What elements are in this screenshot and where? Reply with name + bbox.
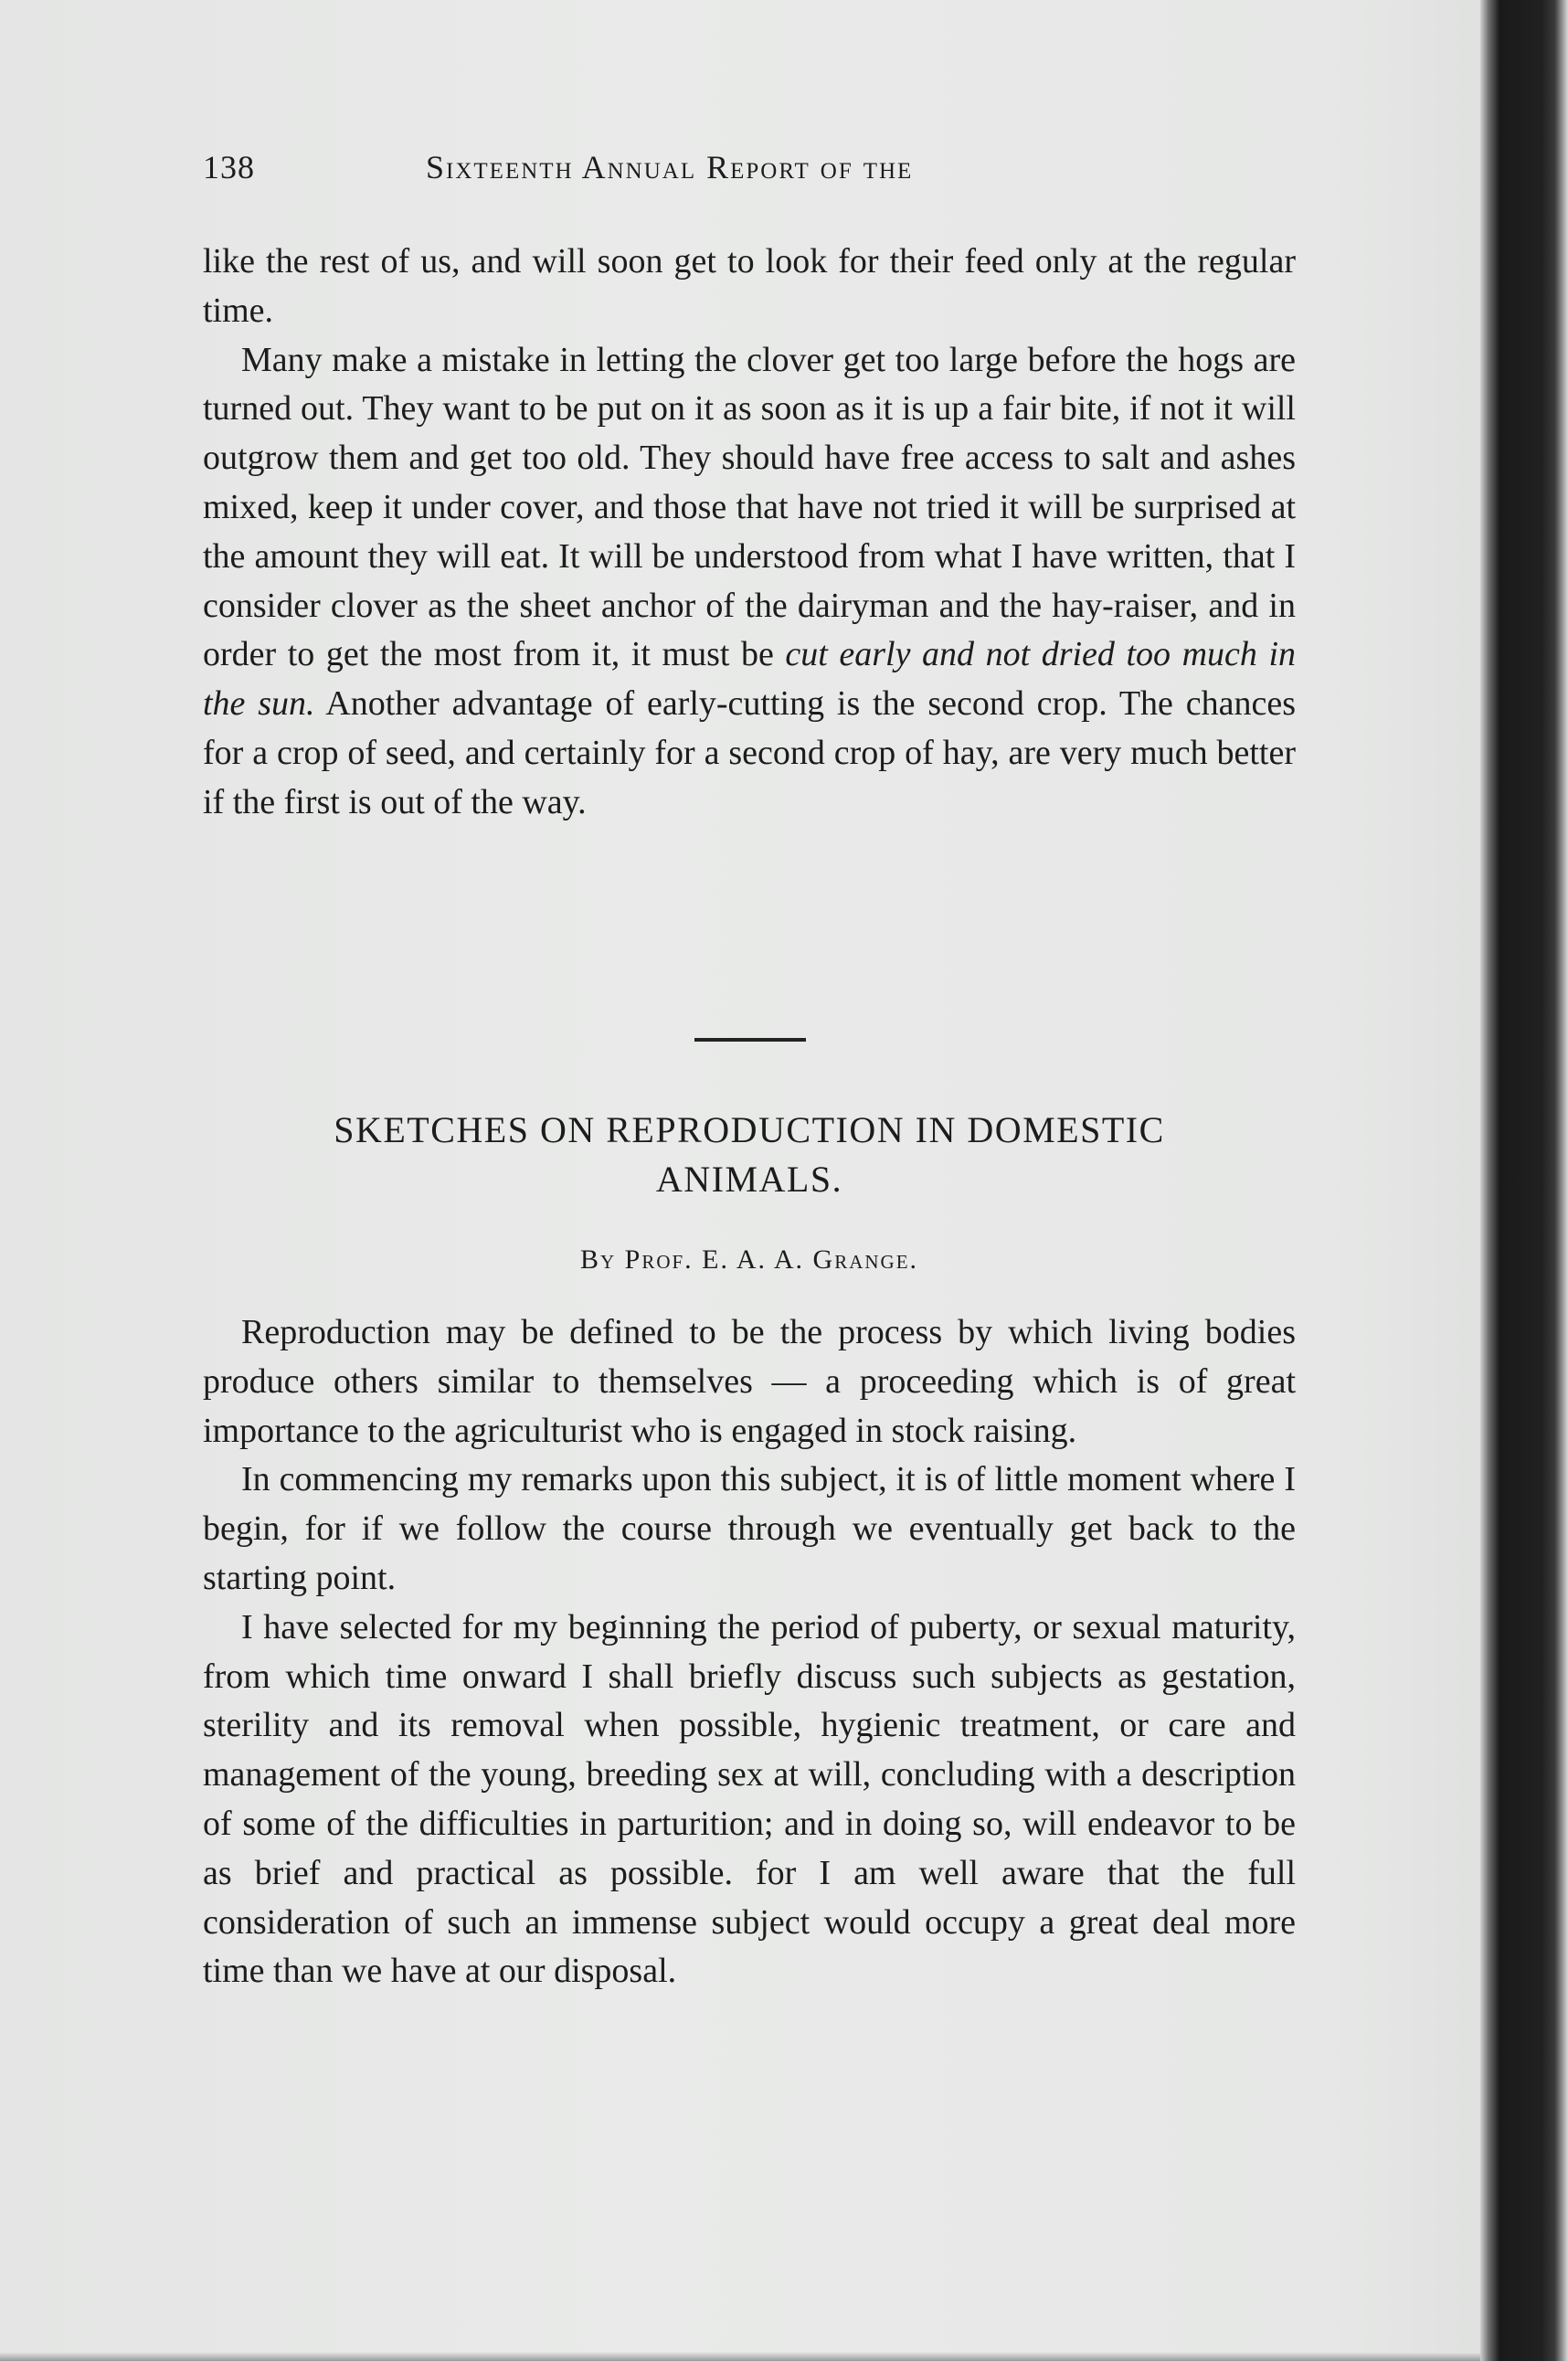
running-header (203, 148, 1296, 203)
continued-section (203, 238, 1296, 828)
article-title-line-2: ANIMALS. (655, 1159, 843, 1200)
article-paragraph-3: I have selected for my beginning the period of puberty, or sexual maturity, from which time onward I shall briefly discuss such subjects as gestation, sterility and its removal when possible, hygienic treatment, or care and management of the young, breeding sex at will, concluding with a description of some of the difficulties in parturition; and in doing so, will endeavor to be as brief and practical as possible. for I am well aware that the full consideration of such an immense subject would occupy a great deal more time than we have at our disposal. (203, 1607, 1296, 1991)
article-title (203, 1106, 1296, 1204)
paragraph-2-text-b: Another advantage of early-cutting is the second crop. The chances for a crop of seed, and certainly for a second crop of hay, are very much better if the first is out of the way. (203, 684, 1296, 821)
continued-paragraph-2 (203, 336, 1296, 828)
article-paragraph-2: In commencing my remarks upon this subject, it is of little moment where I begin, for if we follow the course through we eventually get back to the starting point. (203, 1460, 1296, 1597)
article-title-line-1: SKETCHES ON REPRODUCTION IN DOMESTIC (334, 1109, 1165, 1150)
running-title: Sixteenth Annual Report of the (426, 149, 914, 185)
book-binding-edge (1480, 0, 1568, 2361)
article-body (203, 1308, 1296, 1996)
paragraph-2-italic: cut early and not dried too much in the sun. (203, 635, 1297, 724)
page-bottom-edge (0, 2352, 1480, 2361)
article-byline: By Prof. E. A. A. Grange. (579, 1244, 919, 1275)
page-number: 138 (203, 149, 255, 185)
article-paragraph-1: Reproduction may be defined to be the process by which living bodies produce others similar to themselves — a proceeding which is of great importance to the agriculturist who is engaged in stock raising. (203, 1313, 1296, 1450)
continued-paragraph-1: like the rest of us, and will soon get to look for their feed only at the regular time. (203, 242, 1296, 330)
section-divider (694, 1038, 806, 1042)
paragraph-2-text-a: Many make a mistake in letting the clover get too large before the hogs are turned out. They want to be put on it as soon as it is up a fair bite, if not it will outgrow them and get too old. They should have free access to salt and ashes mixed, keep it under cover, and those that have not tried it will be surprised at the amount they will eat. It will be understood from what I have written, that I consider clover as the sheet anchor of the dairyman and the hay-raiser, and in order to get the most from it, it must be (203, 340, 1296, 674)
